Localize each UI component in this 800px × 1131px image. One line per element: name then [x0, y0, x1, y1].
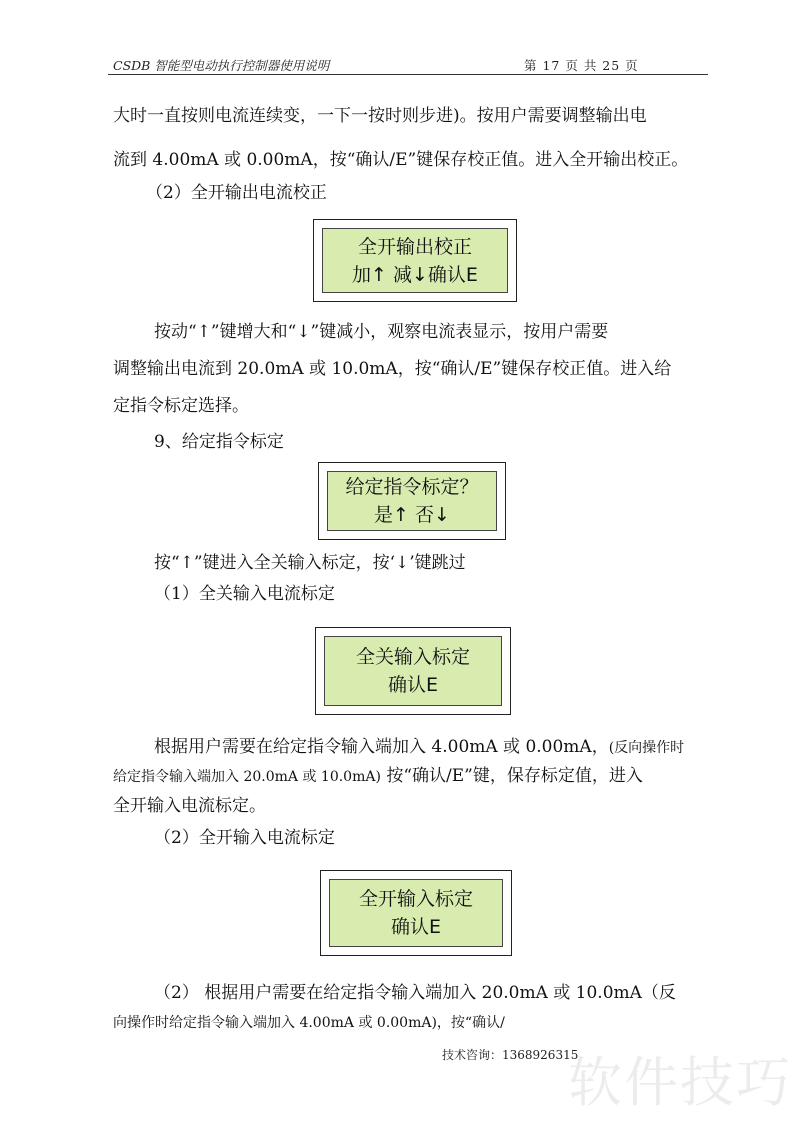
lcd-screen [322, 228, 508, 293]
lcd-line-2: 确认E [390, 916, 441, 938]
text-para4-main: 根据用户需要在给定指令输入端加入 4.00mA 或 0.00mA， [154, 737, 609, 757]
lcd-line-1: 给定指令标定？ [345, 476, 479, 498]
heading-full-open-input: （2）全开输入电流标定 [154, 828, 335, 848]
text-para4-note-start: (反向操作时 [608, 740, 685, 756]
lcd-line-1: 全关输入标定 [355, 646, 470, 668]
lcd-screen [324, 636, 502, 706]
lcd-line-2: 确认E [387, 674, 438, 696]
heading-full-close-input: （1）全关输入电流标定 [154, 584, 335, 604]
text-para3: 按“↑”键进入全关输入标定，按‘↓’键跳过 [154, 553, 466, 573]
lcd-line-2: 是↑ 否↓ [374, 504, 450, 526]
header-divider [108, 74, 708, 75]
text-para4-note-end: 给定指令输入端加入 20.0mA 或 10.0mA) [113, 769, 381, 785]
header-page-info: 第 17 页 共 25 页 [524, 58, 639, 73]
text-para2-line-2: 调整输出电流到 20.0mA 或 10.0mA，按“确认/E”键保存校正值。进入给 [113, 359, 672, 379]
text-line-2: 流到 4.00mA 或 0.00mA，按“确认/E”键保存校正值。进入全开输出校正。 [113, 150, 689, 170]
text-para5-line-2: 向操作时给定指令输入端加入 4.00mA 或 0.00mA)，按“确认/ [113, 1015, 505, 1031]
lcd-panel-full-open-input [320, 870, 512, 956]
text-para4-line-3: 全开输入电流标定。 [113, 796, 266, 816]
text-para2-line-3: 定指令标定选择。 [113, 396, 249, 416]
text-para4-confirm: 按“确认/E”键，保存标定值，进入 [386, 766, 643, 786]
text-para5-line-1: （2） 根据用户需要在给定指令输入端加入 20.0mA 或 10.0mA（反 [154, 983, 676, 1003]
heading-full-open-output: （2）全开输出电流校正 [146, 183, 327, 203]
watermark-text: 软件技巧 [568, 1051, 792, 1114]
text-line-1: 大时一直按则电流连续变，一下一按时则步进)。按用户需要调整输出电 [113, 106, 647, 126]
text-para2-line-1: 按动“↑”键增大和“↓”键减小，观察电流表显示，按用户需要 [154, 322, 609, 342]
lcd-line-1: 全开输入标定 [358, 888, 473, 910]
text-para4-line-2 [113, 766, 643, 787]
lcd-line-2: 加↑ 减↓确认E [352, 263, 478, 286]
header-doc-title: CSDB 智能型电动执行控制器使用说明 [113, 58, 330, 73]
lcd-panel-command-calibration [318, 462, 506, 540]
lcd-panel-full-close-input [315, 627, 511, 715]
lcd-panel-full-open-output [313, 219, 517, 302]
lcd-line-1: 全开输出校正 [357, 235, 472, 258]
footer-contact: 技术咨询：1368926315 [442, 1048, 579, 1062]
heading-9: 9、给定指令标定 [154, 432, 284, 452]
lcd-screen [327, 471, 497, 531]
lcd-screen [329, 879, 503, 947]
text-para4-line-1 [154, 737, 684, 758]
